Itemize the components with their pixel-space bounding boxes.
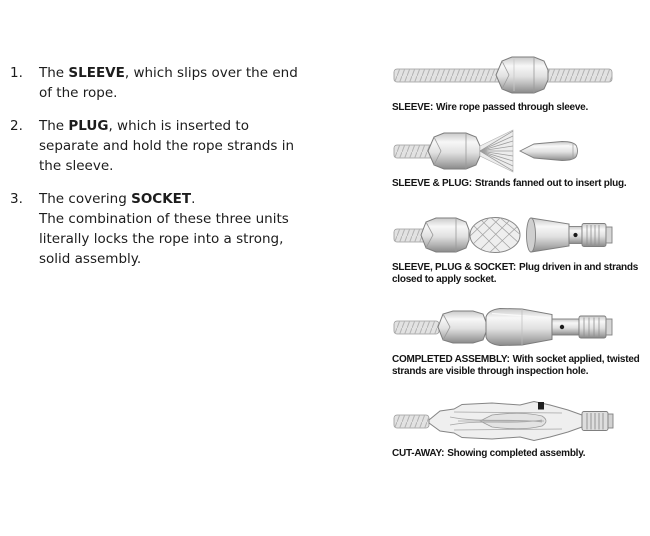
caption-label: SLEEVE: [392, 102, 434, 113]
figure-completed-assembly [392, 302, 650, 377]
figure-sleeve [392, 50, 650, 114]
completed-assembly-icon [392, 302, 642, 352]
bold-term-socket: SOCKET [131, 191, 192, 207]
item-line: The SLEEVE, which slips over the end [39, 65, 298, 81]
item-line: the sleeve. [39, 158, 114, 174]
wire-rope-through-sleeve-icon [392, 50, 642, 100]
numbered-list [10, 63, 348, 282]
figure-sleeve-plug-socket [392, 210, 650, 285]
item-line: separate and hold the rope strands in [39, 138, 295, 154]
bold-term-sleeve: SLEEVE [68, 65, 125, 81]
item-number: 1. [10, 65, 23, 81]
item-line: The covering SOCKET. [39, 191, 196, 207]
caption-label: SLEEVE & PLUG: [392, 178, 472, 189]
caption-desc: Strands fanned out to insert plug. [474, 178, 627, 189]
item-line: The PLUG, which is inserted to [39, 118, 249, 134]
caption-desc: With socket applied, twisted strands are visible through inspection hole. [392, 354, 640, 377]
item-line: solid assembly. [39, 251, 142, 267]
caption-label: COMPLETED ASSEMBLY: [392, 354, 510, 365]
cut-away-view-icon [392, 396, 642, 446]
caption-desc: Showing completed assembly. [447, 448, 586, 459]
list-item-plug [10, 116, 348, 176]
caption-label: SLEEVE, PLUG & SOCKET: [392, 262, 516, 273]
caption-desc: Plug driven in and strands closed to apply socket. [392, 262, 639, 285]
item-line: The combination of these three units [39, 211, 289, 227]
figure-caption [392, 354, 648, 377]
item-number: 2. [10, 118, 23, 134]
list-item-socket [10, 189, 348, 269]
item-line: literally locks the rope into a strong, [39, 231, 284, 247]
strands-fanned-with-plug-icon [392, 126, 642, 176]
caption-desc: Wire rope passed through sleeve. [436, 102, 589, 113]
figure-cut-away [392, 396, 650, 460]
plug-driven-in-with-socket-icon [392, 210, 642, 260]
caption-label: CUT-AWAY: [392, 448, 445, 459]
list-item-sleeve [10, 63, 348, 103]
figure-caption [392, 178, 648, 190]
item-line: of the rope. [39, 85, 118, 101]
figure-caption [392, 448, 648, 460]
figure-caption [392, 262, 648, 285]
figure-caption [392, 102, 648, 114]
figure-sleeve-plug [392, 126, 650, 190]
bold-term-plug: PLUG [68, 118, 109, 134]
item-number: 3. [10, 191, 23, 207]
